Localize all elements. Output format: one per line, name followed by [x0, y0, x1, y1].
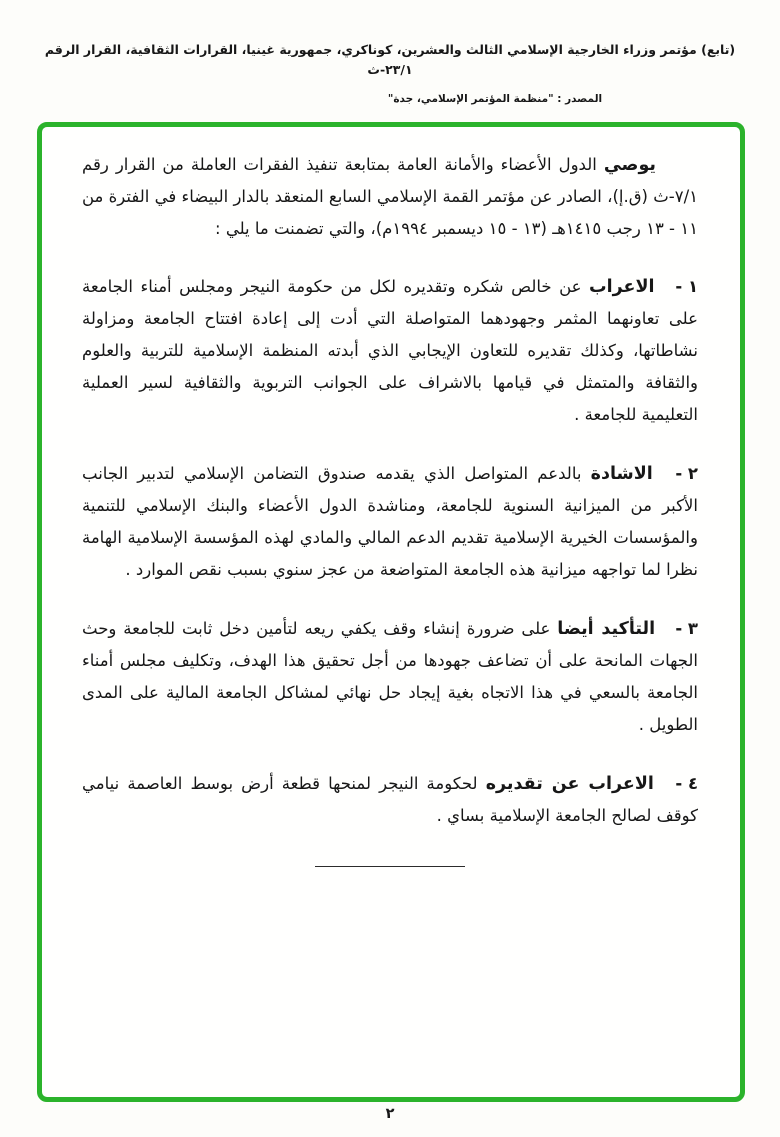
- intro-text: الدول الأعضاء والأمانة العامة بمتابعة تنفيذ الفقرات العاملة من القرار رقم ٧/١-ث (ق.إ)، الصادر عن مؤتمر القمة الإسلامي السابع المنعقد بالدار البيضاء في الفترة من ١١ - ١٣ رجب ١٤١٥هـ (١٣ - ١٥ ديسمبر ١٩٩٤م)، والتي تضمنت ما يلي :: [82, 155, 698, 238]
- green-highlight-frame: [37, 122, 745, 1102]
- item-lead-word: الاشادة: [590, 464, 653, 484]
- resolution-item-4: [82, 768, 698, 832]
- section-divider: [315, 866, 465, 867]
- page-number: ٢: [385, 1106, 395, 1122]
- item-text: عن خالص شكره وتقديره لكل من حكومة النيجر ومجلس أمناء الجامعة على تعاونهما المثمر وجهودهما المتواصلة التي أدت إلى إعادة افتتاح الجامعة ومزاولة نشاطاتها، وكذلك تقديره للتعاون الإيجابي الذي أبدته المنظمة الإسلامية للتربية والعلوم والثقافة والمتمثل في قيامها بالاشراف على الجوانب التربوية والثقافية لسير العملية التعليمية للجامعة .: [82, 277, 698, 424]
- document-title: (تابع) مؤتمر وزراء الخارجية الإسلامي الثالث والعشرين، كوناكري، جمهورية غينيا، القرارات الثقافية، القرار الرقم ٢٣/١-ث: [44, 42, 736, 77]
- item-text: لحكومة النيجر لمنحها قطعة أرض بوسط العاصمة نيامي كوقف لصالح الجامعة الإسلامية بساي .: [82, 774, 698, 825]
- item-lead-word: الاعراب عن تقديره: [485, 774, 654, 794]
- item-number: ٣ -: [675, 619, 698, 638]
- resolution-item-3: [82, 613, 698, 741]
- item-number: ٢ -: [675, 464, 698, 483]
- intro-lead-word: يوصي: [603, 155, 656, 175]
- resolution-intro: [82, 149, 698, 245]
- item-number: ١ -: [675, 277, 699, 296]
- page-header: [0, 40, 780, 105]
- resolution-item-1: [82, 271, 698, 431]
- resolution-item-2: [82, 458, 698, 586]
- item-lead-word: الاعراب: [589, 277, 655, 297]
- document-source: المصدر : "منظمة المؤتمر الإسلامي، جدة": [387, 93, 603, 105]
- item-number: ٤ -: [675, 774, 699, 793]
- item-text: بالدعم المتواصل الذي يقدمه صندوق التضامن الإسلامي لتدبير الجانب الأكبر من الميزانية السنوية للجامعة، ومناشدة الدول الأعضاء والبنك الإسلامي للتنمية والمؤسسات الخيرية الإسلامية تقديم الدعم المالي والمادي لهذه المؤسسة الإسلامية الهامة نظرا لما تواجهه ميزانية هذه الجامعة المتواضعة من عجز سنوي بسبب نقص الموارد .: [82, 464, 698, 579]
- item-text: على ضرورة إنشاء وقف يكفي ريعه لتأمين دخل ثابت للجامعة وحث الجهات المانحة على أن تضاعف جهودها من أجل تحقيق هذا الهدف، وتكليف مجلس أمناء الجامعة بالسعي في هذا الاتجاه بغية إيجاد حل نهائي لمشاكل الجامعة المالية على المدى الطويل .: [82, 619, 698, 734]
- resolution-body: [42, 127, 740, 867]
- item-lead-word: التأكيد أيضا: [557, 619, 656, 639]
